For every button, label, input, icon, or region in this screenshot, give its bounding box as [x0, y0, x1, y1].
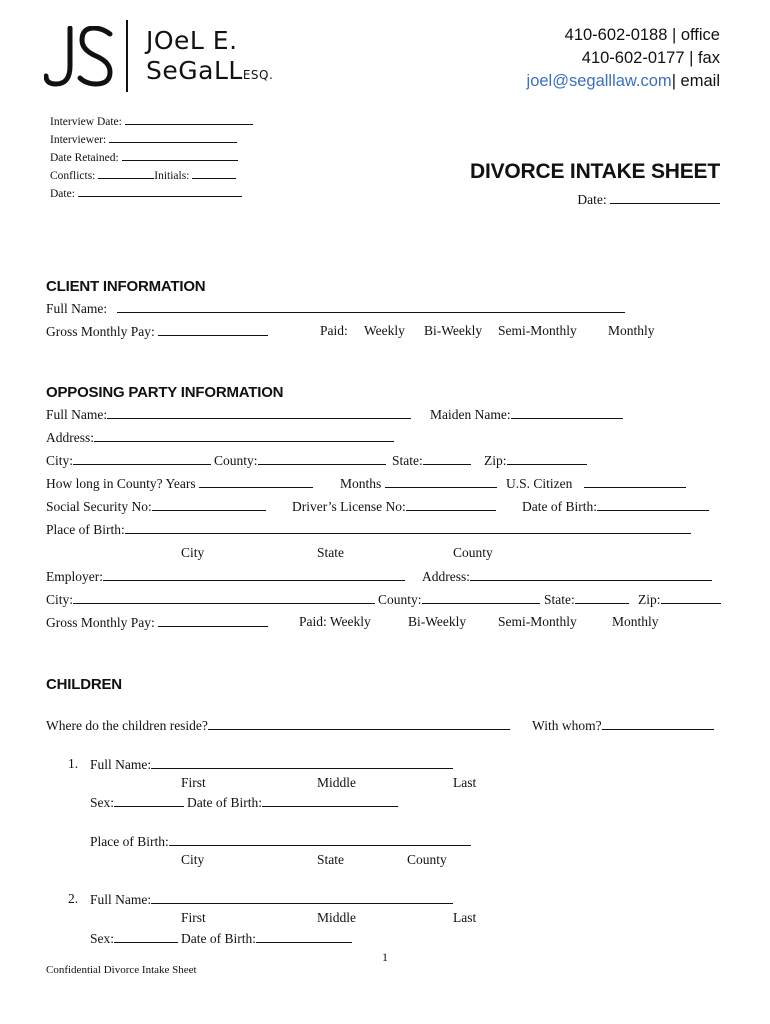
client-gross-pay-field[interactable]: Gross Monthly Pay: [46, 323, 268, 340]
opposing-party-heading: OPPOSING PARTY INFORMATION [46, 384, 284, 401]
firm-name: JOeL E. SeGaLLESQ. [146, 26, 274, 85]
child-2-dob-field[interactable]: Date of Birth: [181, 930, 352, 947]
child-1-last-label: Last [453, 775, 477, 790]
office-phone: 410-602-0188 | office [564, 26, 720, 44]
child-2-last-label: Last [453, 910, 477, 925]
child-1-number: 1. [68, 756, 79, 771]
opp-employer-field[interactable]: Employer: [46, 568, 405, 585]
opp-paid-semimonthly-option[interactable]: Semi-Monthly [498, 614, 577, 629]
email-label: | email [671, 72, 720, 90]
firm-logo-monogram-icon [44, 26, 116, 88]
contact-block [527, 24, 720, 93]
opp-pob-county-label: County [453, 545, 493, 560]
child-1-sex-field[interactable]: Sex: [90, 794, 184, 811]
opp-address-field[interactable]: Address: [46, 429, 394, 446]
child-1-pob-state-label: State [317, 852, 344, 867]
child-1-place-of-birth-field[interactable]: Place of Birth: [90, 833, 471, 850]
interviewer-field[interactable]: Interviewer: [50, 130, 237, 146]
child-1-first-label: First [181, 775, 206, 790]
opp-years-in-county-field[interactable]: How long in County? Years [46, 475, 313, 492]
client-paid-monthly-option[interactable]: Monthly [608, 323, 655, 338]
opp-ssn-field[interactable]: Social Security No: [46, 498, 266, 515]
child-1-full-name-field[interactable]: Full Name: [90, 756, 453, 773]
child-2-middle-label: Middle [317, 910, 356, 925]
client-info-heading: CLIENT INFORMATION [46, 278, 206, 295]
opp-pob-city-label: City [181, 545, 205, 560]
opp-paid-biweekly-option[interactable]: Bi-Weekly [408, 614, 467, 629]
child-2-number: 2. [68, 891, 79, 906]
page-number: 1 [382, 950, 388, 964]
opp-full-name-field[interactable]: Full Name: [46, 406, 411, 423]
opp-paid-weekly-option[interactable]: Paid: Weekly [299, 614, 371, 629]
children-with-whom-field[interactable]: With whom? [532, 717, 714, 734]
client-paid-weekly-option[interactable]: Weekly [364, 323, 405, 338]
esq-suffix: ESQ. [242, 68, 274, 82]
interview-date-field[interactable]: Interview Date: [50, 112, 253, 128]
client-paid-label: Paid: [320, 323, 348, 338]
opp-months-field[interactable]: Months [340, 475, 497, 492]
opp-employer-zip-field[interactable]: Zip: [638, 591, 721, 608]
form-title: DIVORCE INTAKE SHEET [470, 160, 720, 183]
opp-employer-state-field[interactable]: State: [544, 591, 629, 608]
interview-signoff-date-field[interactable]: Date: [50, 184, 242, 200]
children-reside-field[interactable]: Where do the children reside? [46, 717, 510, 734]
child-2-sex-field[interactable]: Sex: [90, 930, 178, 947]
opp-maiden-name-field[interactable]: Maiden Name: [430, 406, 623, 423]
opp-drivers-license-field[interactable]: Driver’s License No: [292, 498, 496, 515]
logo-divider [126, 20, 128, 92]
child-1-middle-label: Middle [317, 775, 356, 790]
opp-paid-monthly-option[interactable]: Monthly [612, 614, 659, 629]
opp-state-field[interactable]: State: [392, 452, 471, 469]
child-2-first-label: First [181, 910, 206, 925]
opp-pob-state-label: State [317, 545, 344, 560]
opp-employer-county-field[interactable]: County: [378, 591, 540, 608]
fax-number: 410-602-0177 | fax [581, 49, 720, 67]
child-2-full-name-field[interactable]: Full Name: [90, 891, 453, 908]
opp-county-field[interactable]: County: [214, 452, 386, 469]
form-date-field[interactable]: Date: [577, 191, 720, 208]
client-paid-semimonthly-option[interactable]: Semi-Monthly [498, 323, 577, 338]
child-1-pob-county-label: County [407, 852, 447, 867]
page-footer: Confidential Divorce Intake Sheet [46, 964, 197, 976]
child-1-dob-field[interactable]: Date of Birth: [187, 794, 398, 811]
opp-employer-address-field[interactable]: Address: [422, 568, 712, 585]
email-link[interactable]: joel@segalllaw.com [526, 72, 672, 90]
opp-gross-pay-field[interactable]: Gross Monthly Pay: [46, 614, 268, 631]
opp-dob-field[interactable]: Date of Birth: [522, 498, 709, 515]
client-paid-biweekly-option[interactable]: Bi-Weekly [424, 323, 483, 338]
client-full-name-field[interactable]: Full Name: [46, 300, 625, 317]
date-retained-field[interactable]: Date Retained: [50, 148, 238, 164]
opp-employer-city-field[interactable]: City: [46, 591, 375, 608]
opp-us-citizen-field[interactable]: U.S. Citizen [506, 475, 686, 492]
child-1-pob-city-label: City [181, 852, 205, 867]
opp-city-field[interactable]: City: [46, 452, 211, 469]
conflicts-field[interactable]: Conflicts: Initials: [50, 166, 236, 182]
opp-place-of-birth-field[interactable]: Place of Birth: [46, 521, 691, 538]
opp-zip-field[interactable]: Zip: [484, 452, 587, 469]
children-heading: CHILDREN [46, 676, 122, 693]
